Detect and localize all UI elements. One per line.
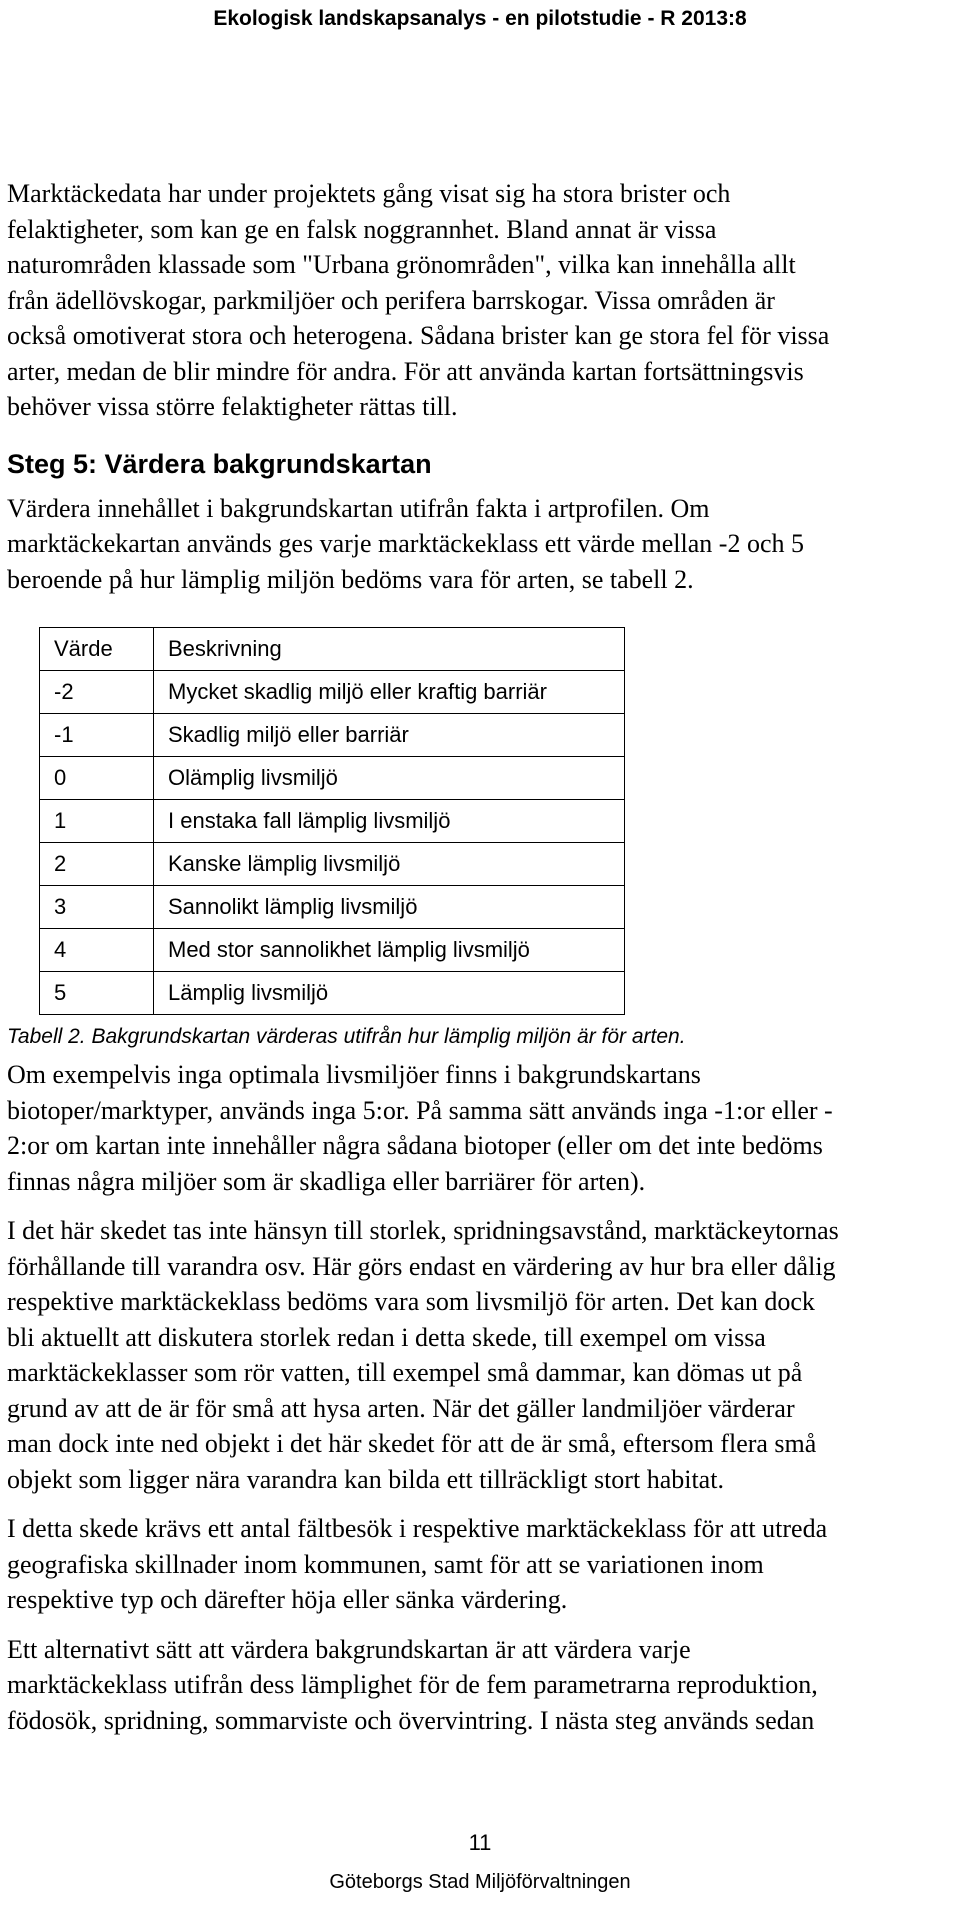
page-number: 11 bbox=[468, 1830, 492, 1855]
table-cell-value: -2 bbox=[40, 671, 154, 714]
table-cell-description: Mycket skadlig miljö eller kraftig barriär bbox=[154, 671, 625, 714]
table-row bbox=[40, 843, 625, 886]
intro-paragraph: Marktäckedata har under projektets gång visat sig ha stora brister och felaktigheter, som kan ge en falsk noggrannhet. Bland annat är vissa naturområden klassade som "Urbana grönområden", vilka kan innehålla allt från ädellövskogar, parkmiljöer och perifera barrskogar. Vissa områden är också omotiverat stora och heterogena. Sådana brister kan ge stora fel för vissa arter, medan de blir mindre för andra. För att använda kartan fortsättningsvis behöver vissa större felaktigheter rättas till. bbox=[7, 179, 830, 421]
table-header-row bbox=[40, 628, 625, 671]
value-table bbox=[39, 627, 625, 1015]
section-paragraph: Värdera innehållet i bakgrundskartan utifrån fakta i artprofilen. Om marktäckekartan används ges varje marktäckeklass ett värde mellan -2 och 5 beroende på hur lämplig miljön bedöms vara för arten, se tabell 2. bbox=[7, 493, 804, 594]
table-cell-value: 4 bbox=[40, 929, 154, 972]
table-cell-value: 3 bbox=[40, 886, 154, 929]
table-cell-value: 2 bbox=[40, 843, 154, 886]
table-cell-description: I enstaka fall lämplig livsmiljö bbox=[154, 800, 625, 843]
section-heading: Steg 5: Värdera bakgrundskartan bbox=[7, 448, 432, 479]
table-cell-value: 0 bbox=[40, 757, 154, 800]
body-paragraph: I detta skede krävs ett antal fältbesök i respektive marktäckeklass för att utreda geografiska skillnader inom kommunen, samt för att se variationen inom respektive typ och därefter höja eller sänka värdering. bbox=[7, 1514, 828, 1614]
table-cell-value: -1 bbox=[40, 714, 154, 757]
body-paragraph: Ett alternativt sätt att värdera bakgrundskartan är att värdera varje marktäckeklass utifrån dess lämplighet för de fem parametrarna reproduktion, födosök, spridning, sommarviste och övervintring. I nästa steg används sedan bbox=[7, 1634, 818, 1735]
table-row bbox=[40, 972, 625, 1015]
running-footer: Göteborgs Stad Miljöförvaltningen bbox=[329, 1871, 631, 1893]
table-cell-value: 1 bbox=[40, 800, 154, 843]
table-caption: Tabell 2. Bakgrundskartan värderas utifrån hur lämplig miljön är för arten. bbox=[7, 1025, 686, 1048]
body-paragraph: Om exempelvis inga optimala livsmiljöer finns i bakgrundskartans biotoper/marktyper, används inga 5:or. På samma sätt används inga -1:or eller - 2:or om kartan inte innehåller några sådana biotoper (eller om det inte bedöms finnas några miljöer som är skadliga eller barriärer för arten). bbox=[7, 1060, 833, 1196]
body-paragraph: I det här skedet tas inte hänsyn till storlek, spridningsavstånd, marktäckeytornas förhållande till varandra osv. Här görs endast en värdering av hur bra eller dålig respektive marktäckeklass bedöms vara som livsmiljö för arten. Det kan dock bli aktuellt att diskutera storlek redan i detta skede, till exempel om vissa marktäckeklasser som rör vatten, till exempel små dammar, kan dömas ut på grund av att de är för små att hysa arten. När det gäller landmiljöer värderar man dock inte ned objekt i det här skedet för att de är små, eftersom flera små objekt som ligger nära varandra kan bilda ett tillräckligt stort habitat. bbox=[7, 1216, 839, 1494]
table-row bbox=[40, 886, 625, 929]
table-cell-value: 5 bbox=[40, 972, 154, 1015]
table-row bbox=[40, 800, 625, 843]
table-cell-description: Sannolikt lämplig livsmiljö bbox=[154, 886, 625, 929]
running-header: Ekologisk landskapsanalys - en pilotstudie - R 2013:8 bbox=[213, 7, 747, 30]
table-cell-description: Med stor sannolikhet lämplig livsmiljö bbox=[154, 929, 625, 972]
table-cell-description: Kanske lämplig livsmiljö bbox=[154, 843, 625, 886]
page-content bbox=[7, 176, 957, 1738]
table-row bbox=[40, 757, 625, 800]
table-cell-description: Olämplig livsmiljö bbox=[154, 757, 625, 800]
table-cell-description: Lämplig livsmiljö bbox=[154, 972, 625, 1015]
column-header-value: Värde bbox=[40, 628, 154, 671]
table-cell-description: Skadlig miljö eller barriär bbox=[154, 714, 625, 757]
table-row bbox=[40, 714, 625, 757]
table-row bbox=[40, 929, 625, 972]
table-row bbox=[40, 671, 625, 714]
column-header-description: Beskrivning bbox=[154, 628, 625, 671]
